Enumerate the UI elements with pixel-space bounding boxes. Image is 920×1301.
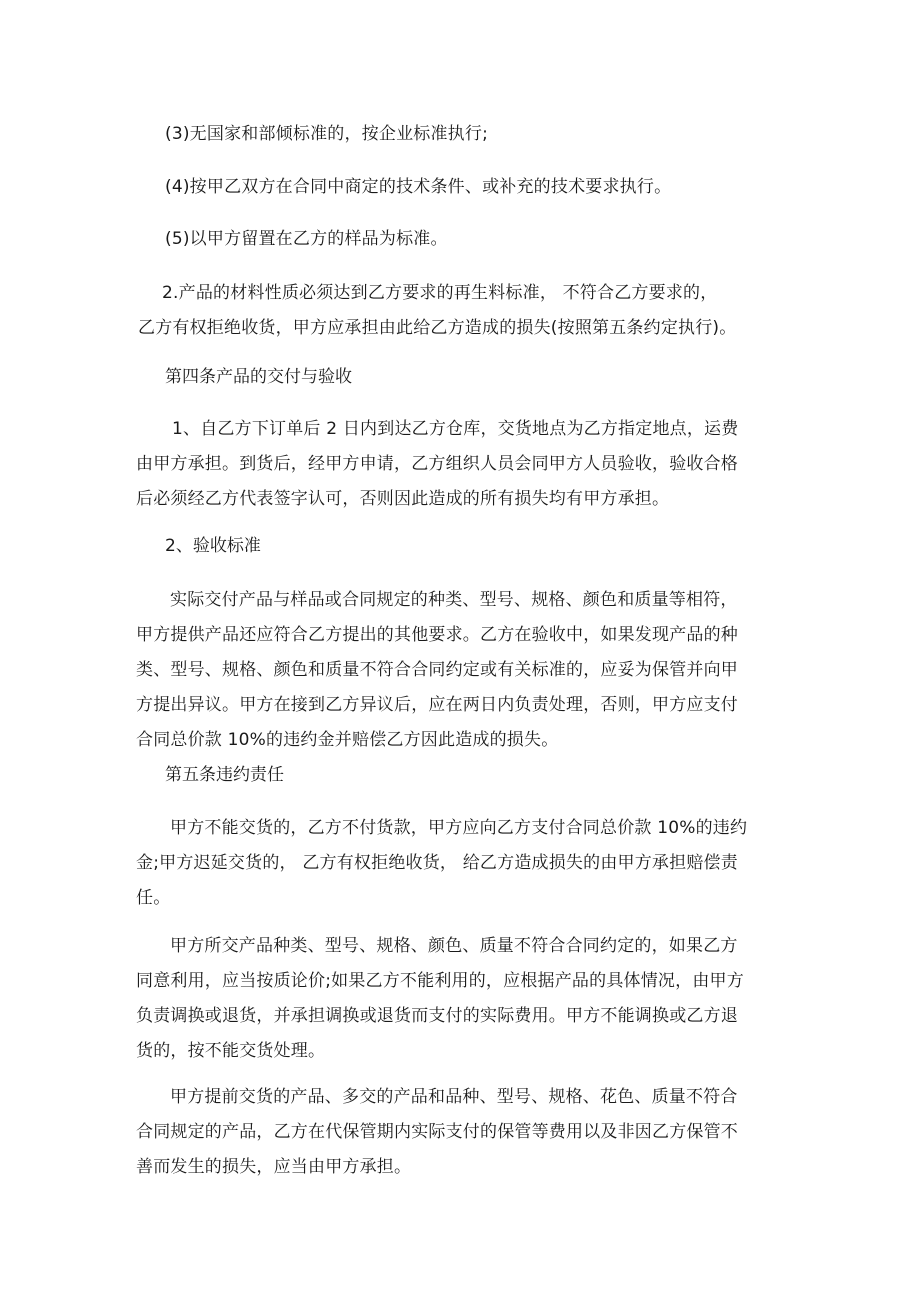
article-4-heading [165, 360, 352, 395]
text-line: 善而发生的损失，应当由甲方承担。 [136, 1157, 412, 1177]
text-line: 甲方提前交货的产品、多交的产品和品种、型号、规格、花色、质量不符合 [170, 1087, 738, 1107]
text-line: 合同总价款 10%的违约金并赔偿乙方因此造成的损失。 [136, 730, 559, 750]
text-line: 合同规定的产品，乙方在代保管期内实际支付的保管等费用以及非因乙方保管不 [136, 1122, 738, 1142]
text-line: 甲方所交产品种类、型号、规格、颜色、质量不符合合同约定的，如果乙方 [170, 936, 738, 956]
text-line: (5)以甲方留置在乙方的样品为标准。 [165, 229, 448, 249]
text-line: (3)无国家和部倾标准的，按企业标准执行; [165, 124, 489, 144]
text-line: 负责调换或退货，并承担调换或退货而支付的实际费用。甲方不能调换或乙方退 [136, 1006, 738, 1026]
text-line: 甲方提供产品还应符合乙方提出的其他要求。乙方在验收中，如果发现产品的种 [136, 625, 738, 645]
heading-text: 2、验收标准 [165, 536, 261, 556]
clause-4-1-delivery [136, 412, 738, 517]
text-line: 同意利用，应当按质论价;如果乙方不能利用的，应根据产品的具体情况，由甲方 [136, 971, 744, 991]
text-line: 货的，按不能交货处理。 [136, 1041, 326, 1061]
text-line: (4)按甲乙双方在合同中商定的技术条件、或补充的技术要求执行。 [165, 177, 672, 197]
text-line: 1、自乙方下订单后 2 日内到达乙方仓库，交货地点为乙方指定地点，运费 [172, 419, 739, 439]
article-5-heading [165, 758, 284, 793]
clause-3-3 [165, 117, 488, 152]
text-line: 由甲方承担。到货后，经甲方申请，乙方组织人员会同甲方人员验收，验收合格 [136, 454, 738, 474]
clause-4-2-heading [165, 529, 261, 564]
heading-text: 第四条产品的交付与验收 [165, 367, 352, 387]
clause-4-2-acceptance [136, 583, 738, 758]
text-line: 乙方有权拒绝收货，甲方应承担由此给乙方造成的损失(按照第五条约定执行)。 [138, 318, 737, 338]
text-line: 实际交付产品与样品或合同规定的种类、型号、规格、颜色和质量等相符， [170, 590, 738, 610]
text-line: 类、型号、规格、颜色和质量不符合合同约定或有关标准的，应妥为保管并向甲 [136, 660, 738, 680]
text-line: 任。 [136, 888, 171, 908]
clause-3-5 [165, 222, 448, 257]
text-line: 甲方不能交货的，乙方不付货款，甲方应向乙方支付合同总价款 10%的违约 [170, 818, 748, 838]
text-line: 2.产品的材料性质必须达到乙方要求的再生料标准， 不符合乙方要求的， [162, 283, 718, 303]
heading-text: 第五条违约责任 [165, 765, 284, 785]
text-line: 金;甲方迟延交货的， 乙方有权拒绝收货， 给乙方造成损失的由甲方承担赔偿责 [136, 853, 738, 873]
clause-3-4 [165, 170, 671, 205]
text-line: 方提出异议。甲方在接到乙方异议后，应在两日内负责处理，否则，甲方应支付 [136, 695, 738, 715]
clause-5-early-delivery [136, 1080, 738, 1185]
clause-3-2-material [138, 276, 736, 346]
text-line: 后必须经乙方代表签字认可，否则因此造成的所有损失均有甲方承担。 [136, 489, 670, 509]
clause-5-no-delivery [136, 811, 747, 916]
clause-5-nonconforming [136, 929, 744, 1069]
